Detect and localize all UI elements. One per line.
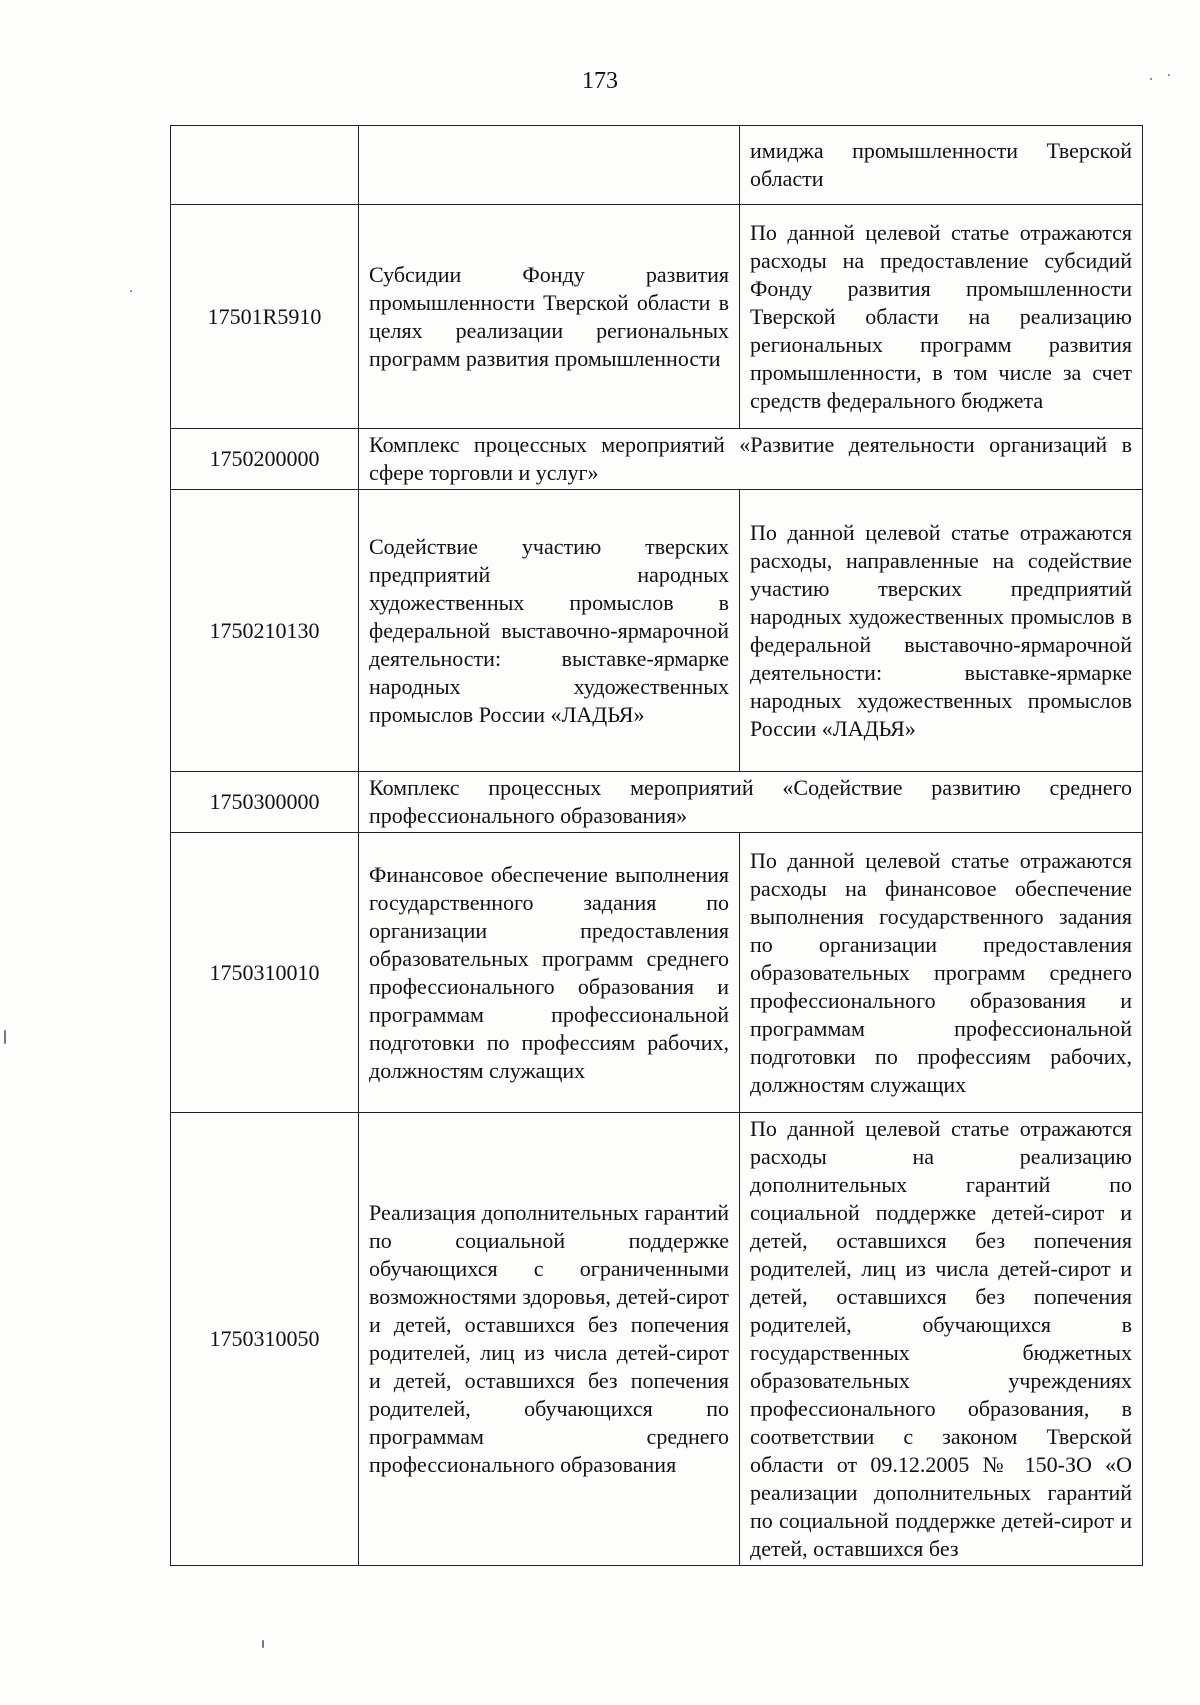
group-title: Комплекс процессных мероприятий «Содействие развитию среднего профессионального образования» bbox=[359, 772, 1143, 833]
row-name: Субсидии Фонду развития промышленности Тверской области в целях реализации региональных программ развития промышленности bbox=[359, 205, 740, 429]
row-name: Финансовое обеспечение выполнения государственного задания по организации предоставления образовательных программ среднего профессионального образования и программам профессиональной подготовки по профессиям рабочих, должностям служащих bbox=[359, 833, 740, 1113]
table-row bbox=[171, 1113, 1143, 1566]
row-name bbox=[359, 126, 740, 205]
row-description: имиджа промышленности Тверской области bbox=[740, 126, 1143, 205]
table-row bbox=[171, 833, 1143, 1113]
row-name: Реализация дополнительных гарантий по социальной поддержке обучающихся с ограниченными возможностями здоровья, детей-сирот и детей, оставшихся без попечения родителей, лиц из числа детей-сирот и детей, оставшихся без попечения родителей, обучающихся по программам среднего профессионального образования bbox=[359, 1113, 740, 1566]
row-code: 1750310050 bbox=[171, 1113, 359, 1566]
group-code: 1750200000 bbox=[171, 429, 359, 490]
scan-speck bbox=[262, 1640, 264, 1648]
page-number: 173 bbox=[582, 68, 618, 94]
row-name: Содействие участию тверских предприятий народных художественных промыслов в федеральной выставочно-ярмарочной деятельности: выставке-ярмарке народных художественных промыслов России «ЛАДЬЯ» bbox=[359, 490, 740, 772]
group-title: Комплекс процессных мероприятий «Развитие деятельности организаций в сфере торговли и услуг» bbox=[359, 429, 1143, 490]
row-description: По данной целевой статье отражаются расходы на финансовое обеспечение выполнения государственного задания по организации предоставления образовательных программ среднего профессионального образования и программам профессиональной подготовки по профессиям рабочих, должностям служащих bbox=[740, 833, 1143, 1113]
scan-speck bbox=[4, 1030, 6, 1044]
row-description: По данной целевой статье отражаются расходы на предоставление субсидий Фонду развития промышленности Тверской области на реализацию региональных программ развития промышленности, в том числе за счет средств федерального бюджета bbox=[740, 205, 1143, 429]
group-code: 1750300000 bbox=[171, 772, 359, 833]
row-code: 1750310010 bbox=[171, 833, 359, 1113]
scan-speck bbox=[130, 290, 132, 292]
group-row bbox=[171, 772, 1143, 833]
group-row bbox=[171, 429, 1143, 490]
table-row bbox=[171, 126, 1143, 205]
table-row bbox=[171, 490, 1143, 772]
row-description: По данной целевой статье отражаются расходы, направленные на содействие участию тверских предприятий народных художественных промыслов в федеральной выставочно-ярмарочной деятельности: выставке-ярмарке народных художественных промыслов России «ЛАДЬЯ» bbox=[740, 490, 1143, 772]
table-row bbox=[171, 205, 1143, 429]
row-code: 1750210130 bbox=[171, 490, 359, 772]
row-code: 17501R5910 bbox=[171, 205, 359, 429]
row-description: По данной целевой статье отражаются расходы на реализацию дополнительных гарантий по социальной поддержке детей-сирот и детей, оставшихся без попечения родителей, лиц из числа детей-сирот и детей, оставшихся без попечения родителей, обучающихся в государственных бюджетных образовательных учреждениях профессионального образования, в соответствии с законом Тверской области от 09.12.2005 № 150-ЗО «О реализации дополнительных гарантий по социальной поддержке детей-сирот и детей, оставшихся без bbox=[740, 1113, 1143, 1566]
row-code bbox=[171, 126, 359, 205]
scan-speck bbox=[1150, 78, 1152, 80]
budget-classification-table bbox=[170, 125, 1143, 1566]
scan-speck bbox=[1168, 74, 1170, 76]
